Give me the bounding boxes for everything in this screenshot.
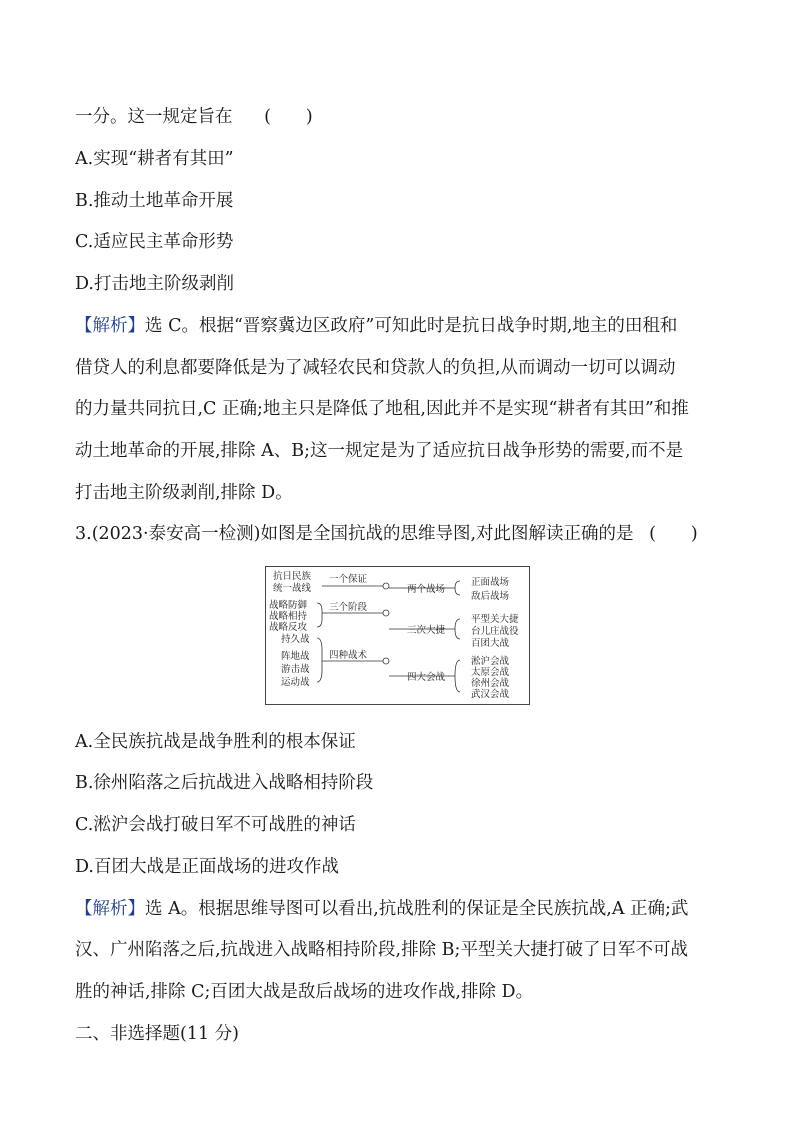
q3-option-a: A.全民族抗战是战争胜利的根本保证 — [75, 732, 356, 752]
q2-analysis-line-4: 动土地革命的开展,排除 A、B;这一规定是为了适应抗日战争形势的需要,而不是 — [75, 441, 684, 461]
campaign-2: 太原会战 — [471, 667, 510, 678]
left-tactic-4: 运动战 — [281, 677, 310, 688]
q2-answer-paren: ( ) — [264, 107, 313, 127]
right-label-campaigns: 四大会战 — [407, 672, 446, 683]
q2-option-a: A.实现“耕者有其田” — [75, 149, 234, 169]
q3-analysis-line-1 — [75, 898, 734, 920]
q3-analysis-line-2: 汉、广州陷落之后,抗战进入战略相持阶段,排除 B;平型关大捷打破了日军不可战 — [75, 940, 688, 960]
left-tactic-1: 持久战 — [281, 634, 310, 645]
campaign-1: 淞沪会战 — [471, 656, 510, 667]
q3-stem — [75, 523, 734, 545]
campaign-4: 武汉会战 — [471, 689, 510, 700]
q3-option-c: C.淞沪会战打破日军不可战胜的神话 — [75, 815, 356, 835]
left-stage-2: 战略相持 — [269, 611, 308, 622]
q2-analysis-line-2: 借贷人的利息都要降低是为了减轻农民和贷款人的负担,从而调动一切可以调动 — [75, 358, 676, 378]
q2-analysis-text-1: 选 C。根据“晋察冀边区政府”可知此时是抗日战争时期,地主的田租和 — [145, 316, 678, 336]
q2-option-d: D.打击地主阶级剥削 — [75, 274, 234, 294]
left-tactic-3: 游击战 — [281, 664, 310, 675]
victory-3: 百团大战 — [471, 638, 510, 649]
left-top-2: 统一战线 — [273, 583, 312, 594]
q3-option-b: B.徐州陷落之后抗战进入战略相持阶段 — [75, 773, 374, 793]
q2-option-c: C.适应民主革命形势 — [75, 232, 234, 252]
q2-analysis-line-5: 打击地主阶级剥削,排除 D。 — [75, 483, 293, 503]
right-label-battlefields: 两个战场 — [407, 584, 446, 595]
mid-label-stages: 三个阶段 — [329, 602, 368, 613]
q3-option-d: D.百团大战是正面战场的进攻作战 — [75, 857, 339, 877]
q2-analysis-tag: 【解析】 — [75, 316, 145, 336]
q2-option-b: B.推动土地革命开展 — [75, 191, 234, 211]
mid-label-guarantee: 一个保证 — [329, 574, 368, 585]
left-tactic-2: 阵地战 — [281, 651, 310, 662]
q2-stem — [75, 106, 734, 128]
battlefield-1: 正面战场 — [471, 577, 510, 588]
battlefield-2: 敌后战场 — [471, 591, 510, 602]
q2-analysis-line-3: 的力量共同抗日,C 正确;地主只是降低了地租,因此并不是实现“耕者有其田”和推 — [75, 399, 689, 419]
q3-analysis-tag: 【解析】 — [75, 899, 145, 919]
q3-analysis-text-1: 选 A。根据思维导图可以看出,抗战胜利的保证是全民族抗战,A 正确;武 — [145, 899, 689, 919]
victory-1: 平型关大捷 — [471, 614, 519, 625]
left-stage-3: 战略反攻 — [269, 622, 308, 633]
victory-2: 台儿庄战役 — [471, 626, 519, 637]
q3-answer-paren: ( ) — [649, 524, 698, 544]
mid-label-tactics: 四种战术 — [329, 650, 368, 661]
campaign-3: 徐州会战 — [471, 678, 510, 689]
q2-analysis-line-1 — [75, 315, 734, 337]
left-stage-1: 战略防御 — [269, 600, 308, 611]
left-top-1: 抗日民族 — [273, 571, 312, 582]
q2-stem-text: 一分。这一规定旨在 — [75, 107, 233, 127]
q3-analysis-line-3: 胜的神话,排除 C;百团大战是敌后战场的进攻作战,排除 D。 — [75, 982, 534, 1002]
right-label-victories: 三次大捷 — [407, 625, 446, 636]
war-mind-map — [265, 566, 530, 705]
mind-map-svg — [265, 566, 530, 705]
section-2-title: 二、非选择题(11 分) — [75, 1024, 239, 1044]
q3-stem-text: 3.(2023·泰安高一检测)如图是全国抗战的思维导图,对此图解读正确的是 — [75, 524, 634, 544]
